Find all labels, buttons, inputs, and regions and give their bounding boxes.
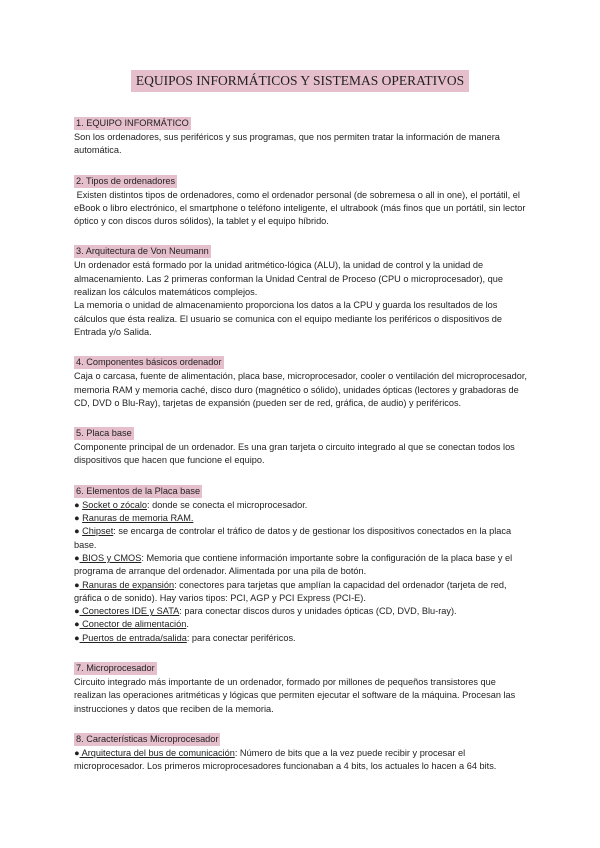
- section-arquitectura-von-neumann: [74, 241, 530, 339]
- bullet-item: [74, 552, 530, 579]
- bullet-description: : para conectar periféricos.: [186, 632, 296, 643]
- bullet-item: [74, 618, 530, 631]
- bullet-item: [74, 499, 530, 512]
- section-componentes-basicos: [74, 352, 530, 410]
- section-elementos-placa-base: [74, 481, 530, 645]
- section-heading: 7. Microprocesador: [76, 663, 155, 674]
- bullet-item: [74, 605, 530, 618]
- section-placa-base: [74, 423, 530, 468]
- bullet-description: : Memoria que contiene información importante sobre la configuración de la placa base y el programa de arranque del ordenador. Alimentada por una pila de botón.: [74, 552, 513, 577]
- bullet-description: : para conectar discos duros y unidades ópticas (CD, DVD, Blu-ray).: [179, 606, 457, 617]
- section-heading: 1. EQUIPO INFORMÁTICO: [76, 118, 189, 128]
- document-body: [74, 113, 530, 787]
- bullet-description: : Número de bits que a la vez puede recibir y procesar el microprocesador. Los primeros microprocesadores funcionaban a 4 bits, los actuales lo hacen a 64 bits.: [74, 747, 497, 772]
- bullet-term: Socket o zócalo: [82, 499, 147, 510]
- bullet-icon: ●: [74, 747, 80, 758]
- bullet-term: Conectores IDE y SATA: [79, 606, 180, 617]
- section-caracteristicas-microprocesador: [74, 729, 530, 774]
- bullet-icon: ●: [74, 632, 80, 643]
- bullet-term: Ranuras de expansión: [79, 579, 175, 590]
- section-heading: 3. Arquitectura de Von Neumann: [76, 246, 209, 257]
- bullet-term: BIOS y CMOS: [79, 552, 142, 563]
- bullet-description: : conectores para tarjetas que amplían la capacidad del ordenador (tarjeta de red, gráfica o de sonido). Hay varios tipos: PCI, AGP y PCI Express (PCI-E).: [74, 579, 507, 603]
- bullet-term: Puertos de entrada/salida: [79, 632, 187, 643]
- section-paragraph: Un ordenador está formado por la unidad aritmético-lógica (ALU), la unidad de control y la unidad de almacenamiento. Las 2 primeras conforman la Unidad Central de Proceso (CPU o microprocesador), que realizan los cálculos matemáticos complejos.: [74, 260, 503, 298]
- section-heading: 8. Características Microprocesador: [76, 733, 219, 744]
- section-heading: 6. Elementos de la Placa base: [76, 485, 201, 496]
- bullet-icon: ●: [74, 499, 83, 510]
- bullet-item: [74, 525, 530, 552]
- section-paragraph: Componente principal de un ordenador. Es una gran tarjeta o circuito integrado al que se conectan todos los dispositivos que hacen que funcione el equipo.: [74, 442, 515, 466]
- bullet-description: .: [186, 619, 189, 630]
- bullet-term: Arquitectura del bus de comunicación: [79, 747, 235, 758]
- bullet-item: [74, 579, 530, 606]
- section-heading: 2. Tipos de ordenadores: [76, 175, 176, 186]
- bullet-term: Chipset: [82, 526, 114, 537]
- bullet-term: Ranuras de memoria RAM.: [82, 513, 194, 524]
- section-paragraph: Caja o carcasa, fuente de alimentación, placa base, microprocesador, cooler o ventilación del microprocesador, memoria RAM y memoria caché, disco duro (magnético o sólido), unidades ópticas (lectores y grabadoras de CD, DVD o Blu-Ray), tarjetas de expansión (pueden ser de red, gráfica, de audio) y periféricos.: [74, 371, 527, 408]
- bullet-icon: ●: [74, 606, 80, 617]
- bullet-description: : donde se conecta el microprocesador.: [146, 499, 308, 510]
- section-heading: 5. Placa base: [76, 428, 132, 439]
- bullet-icon: ●: [74, 552, 80, 563]
- section-equipo-informatico: [74, 113, 530, 158]
- bullet-term: Conector de alimentación: [79, 619, 187, 630]
- bullet-description: : se encarga de controlar el tráfico de datos y de gestionar los dispositivos conectados en la placa base.: [74, 526, 512, 550]
- bullet-icon: ●: [74, 513, 83, 524]
- section-paragraph: Circuito integrado más importante de un ordenador, formado por millones de pequeños transistores que realizan las operaciones aritméticas y lógicas que permiten ejecutar el software de la máquina. Procesan las instrucciones y datos que reciben de la memoria.: [74, 677, 516, 714]
- bullet-icon: ●: [74, 526, 83, 537]
- document-title: EQUIPOS INFORMÁTICOS Y SISTEMAS OPERATIVOS: [131, 70, 469, 92]
- section-paragraph: Son los ordenadores, sus periféricos y sus programas, que nos permiten tratar la información de manera automática.: [74, 132, 500, 156]
- section-paragraph: Existen distintos tipos de ordenadores, como el ordenador personal (de sobremesa o all in one), el portátil, el eBook o libro electrónico, el smartphone o teléfono inteligente, el ultrabook (más finos que un portátil, sin lector óptico y con discos duros sólidos), la tablet y el equipo híbrido.: [74, 189, 529, 227]
- section-tipos-ordenadores: [74, 171, 530, 229]
- bullet-icon: ●: [74, 619, 80, 630]
- section-microprocesador: [74, 658, 530, 716]
- bullet-item: [74, 632, 530, 645]
- section-paragraph: La memoria o unidad de almacenamiento proporciona los datos a la CPU y guarda los resultados de los cálculos que ésta realiza. El usuario se comunica con el equipo mediante los periféricos o dispositivos de Entrada y/o Salida.: [74, 300, 502, 337]
- bullet-icon: ●: [74, 579, 80, 590]
- section-heading: 4. Componentes básicos ordenador: [76, 357, 222, 368]
- bullet-item: [74, 747, 530, 774]
- bullet-item: [74, 512, 530, 525]
